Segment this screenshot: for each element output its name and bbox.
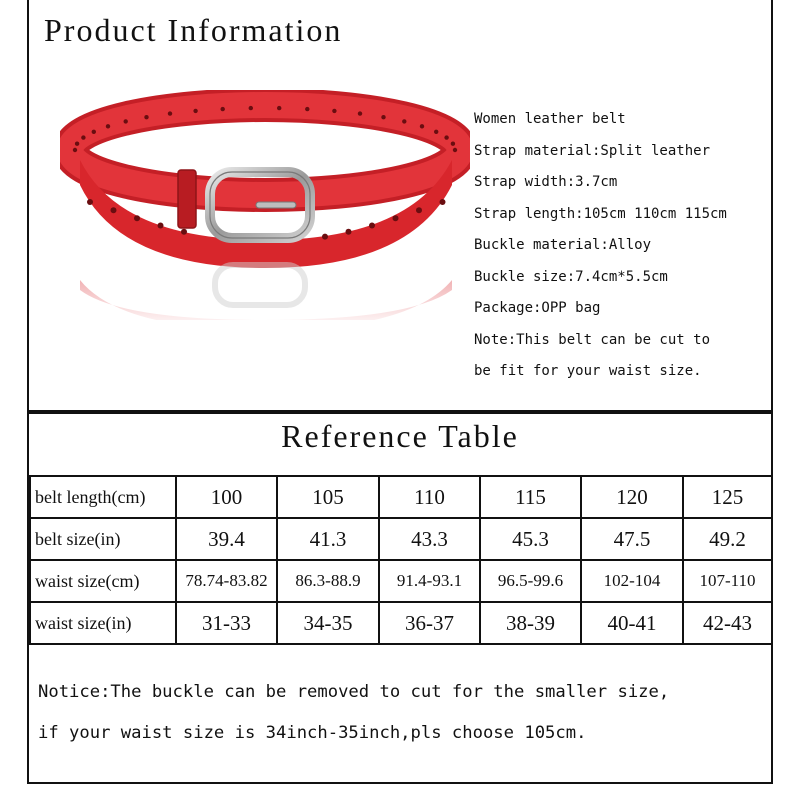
table-cell: 125 xyxy=(683,476,772,518)
table-cell: 43.3 xyxy=(379,518,480,560)
table-cell: 41.3 xyxy=(277,518,379,560)
spec-item: Women leather belt xyxy=(474,111,626,127)
table-cell: 110 xyxy=(379,476,480,518)
reference-table-title: Reference Table xyxy=(281,418,519,454)
table-row xyxy=(30,560,772,602)
table-cell: 100 xyxy=(176,476,277,518)
spec-item: be fit for your waist size. xyxy=(474,363,702,379)
table-cell: 42-43 xyxy=(683,602,772,644)
row-label: waist size(in) xyxy=(30,602,176,644)
spec-item: Strap width:3.7cm xyxy=(474,174,618,190)
spec-item: Package:OPP bag xyxy=(474,300,601,316)
belt-loop xyxy=(178,170,196,228)
table-cell: 91.4-93.1 xyxy=(379,560,480,602)
belt-reflection xyxy=(80,280,452,320)
table-cell: 36-37 xyxy=(379,602,480,644)
table-cell: 120 xyxy=(581,476,683,518)
table-row xyxy=(30,518,772,560)
spec-item: Strap length:105cm 110cm 115cm xyxy=(474,205,727,222)
table-cell: 31-33 xyxy=(176,602,277,644)
product-spec-list xyxy=(474,104,727,388)
table-cell: 105 xyxy=(277,476,379,518)
table-cell: 78.74-83.82 xyxy=(176,560,277,602)
table-cell: 45.3 xyxy=(480,518,581,560)
table-row xyxy=(30,476,772,518)
spec-item: Strap material:Split leather xyxy=(474,142,711,159)
notice-line: if your waist size is 34inch-35inch,pls choose 105cm. xyxy=(38,723,587,743)
red-belt-image xyxy=(60,90,470,320)
buckle-prong xyxy=(256,202,296,208)
table-cell: 47.5 xyxy=(581,518,683,560)
table-cell: 34-35 xyxy=(277,602,379,644)
table-cell: 107-110 xyxy=(683,560,772,602)
table-cell: 96.5-99.6 xyxy=(480,560,581,602)
table-row xyxy=(30,602,772,644)
spec-item: Buckle size:7.4cm*5.5cm xyxy=(474,268,668,285)
spec-item: Buckle material:Alloy xyxy=(474,237,652,253)
notice-text xyxy=(38,672,669,754)
row-label: waist size(cm) xyxy=(30,560,176,602)
table-cell: 49.2 xyxy=(683,518,772,560)
table-cell: 86.3-88.9 xyxy=(277,560,379,602)
product-info-title: Product Information xyxy=(44,12,343,48)
spec-item: Note:This belt can be cut to xyxy=(474,331,711,348)
table-cell: 39.4 xyxy=(176,518,277,560)
table-cell: 102-104 xyxy=(581,560,683,602)
table-cell: 40-41 xyxy=(581,602,683,644)
notice-line: Notice:The buckle can be removed to cut for the smaller size, xyxy=(38,682,670,702)
row-label: belt length(cm) xyxy=(30,476,176,518)
table-cell: 38-39 xyxy=(480,602,581,644)
size-reference-table xyxy=(29,475,773,645)
row-label: belt size(in) xyxy=(30,518,176,560)
table-cell: 115 xyxy=(480,476,581,518)
